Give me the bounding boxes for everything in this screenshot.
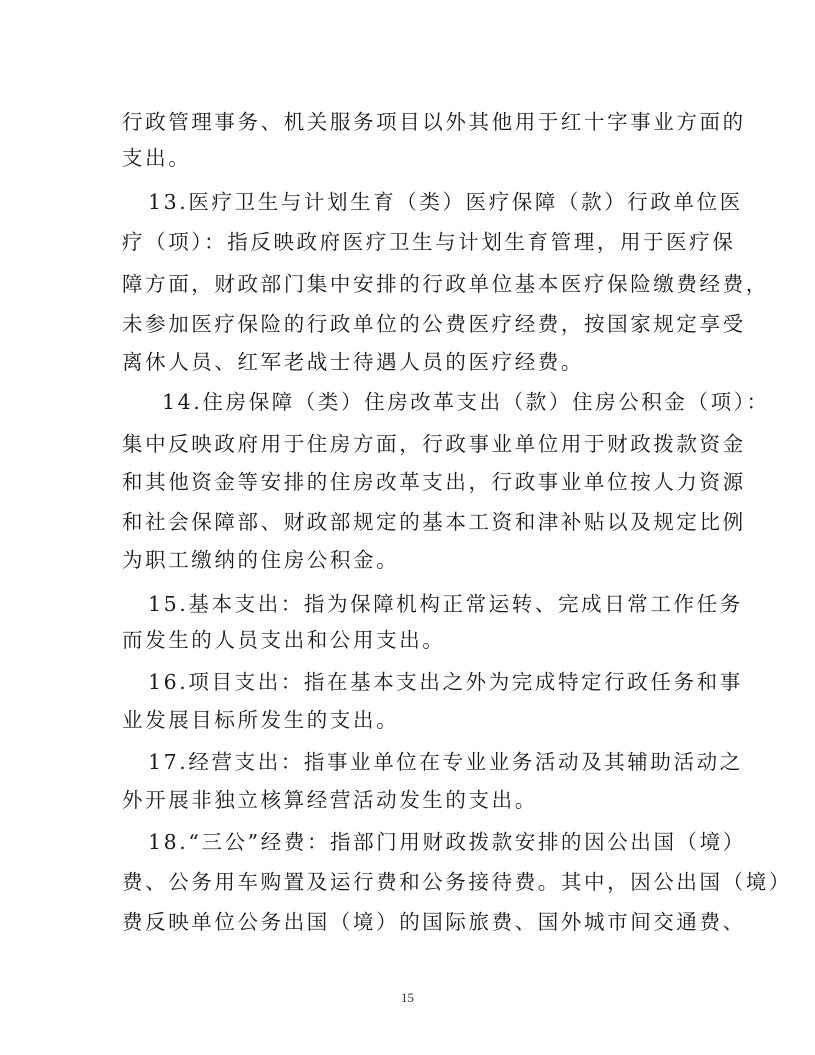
text-line: 障方面，财政部门集中安排的行政单位基本医疗保险缴费经费， (122, 272, 769, 296)
text-line: 行政管理事务、机关服务项目以外其他用于红十字事业方面的 (122, 110, 746, 134)
paragraph-18-start: 18.“三公”经费：指部门用财政拨款安排的因公出国（境） (148, 830, 746, 854)
paragraph-13-start: 13.医疗卫生与计划生育（类）医疗保障（款）行政单位医 (148, 190, 743, 214)
paragraph-14-start: 14.住房保障（类）住房改革支出（款）住房公积金（项）： (162, 390, 770, 414)
text-line: 业发展目标所发生的支出。 (122, 708, 400, 732)
text-line: 外开展非独立核算经营活动发生的支出。 (122, 788, 538, 812)
page-number: 15 (401, 990, 414, 1005)
text-line: 离休人员、红军老战士待遇人员的医疗经费。 (122, 350, 584, 374)
text-line: 支出。 (122, 146, 192, 170)
paragraph-17-start: 17.经营支出：指事业单位在专业业务活动及其辅助活动之 (148, 750, 743, 774)
text-line: 费、公务用车购置及运行费和公务接待费。其中，因公出国（境） (122, 870, 792, 894)
text-line: 为职工缴纳的住房公积金。 (122, 548, 400, 572)
text-line: 疗（项）：指反映政府医疗卫生与计划生育管理，用于医疗保 (122, 230, 736, 254)
text-line: 费反映单位公务出国（境）的国际旅费、国外城市间交通费、 (122, 910, 746, 934)
text-line: 和其他资金等安排的住房改革支出，行政事业单位按人力资源 (122, 470, 746, 494)
text-line: 集中反映政府用于住房方面，行政事业单位用于财政拨款资金 (122, 432, 746, 456)
text-line: 而发生的人员支出和公用支出。 (122, 628, 446, 652)
paragraph-16-start: 16.项目支出：指在基本支出之外为完成特定行政任务和事 (148, 670, 743, 694)
text-line: 未参加医疗保险的行政单位的公费医疗经费，按国家规定享受 (122, 312, 746, 336)
paragraph-15-start: 15.基本支出：指为保障机构正常运转、完成日常工作任务 (148, 592, 743, 616)
text-line: 和社会保障部、财政部规定的基本工资和津补贴以及规定比例 (122, 510, 746, 534)
